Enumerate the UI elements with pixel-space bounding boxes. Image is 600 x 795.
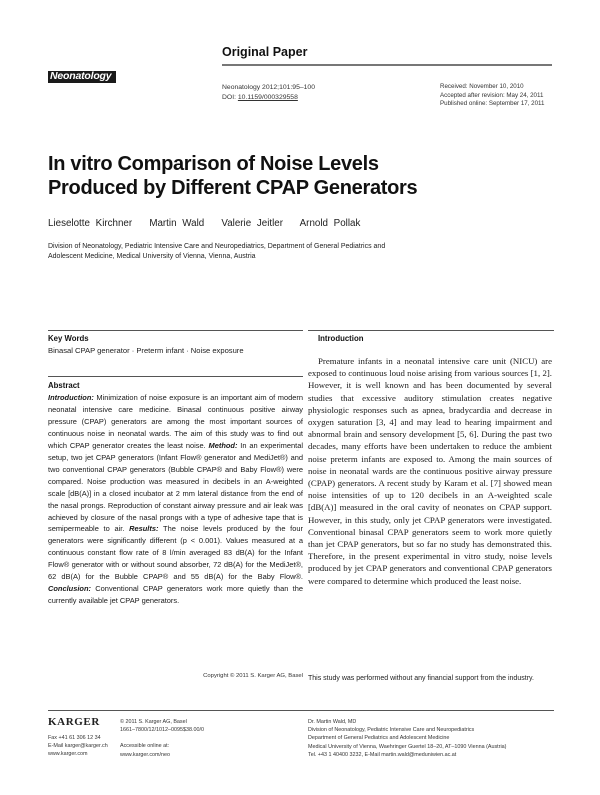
- abstract-copyright: Copyright © 2011 S. Karger AG, Basel: [203, 673, 303, 679]
- publisher-logo: KARGER: [48, 716, 100, 728]
- citation-line: Neonatology 2012;101:95–100: [222, 84, 315, 91]
- author-list: [48, 218, 360, 229]
- introduction-rule: [308, 330, 554, 331]
- abstract-heading: Abstract: [48, 381, 80, 390]
- published-date: Published online: September 17, 2011: [440, 100, 545, 107]
- keywords-rule: [48, 330, 303, 331]
- abstract-intro-label: Introduction:: [48, 393, 94, 402]
- received-date: Received: November 10, 2010: [440, 83, 524, 90]
- support-note: This study was performed without any financial support from the industry.: [308, 675, 534, 682]
- contact-phone: Tel. +43 1 40400 3232, E-Mail martin.wald@meduniwien.ac.at: [308, 751, 457, 758]
- doi-link[interactable]: 10.1159/000329558: [237, 93, 298, 101]
- accessible-label: Accessible online at:: [120, 743, 170, 750]
- publisher-web[interactable]: www.karger.com: [48, 751, 88, 758]
- abstract-body: [48, 392, 303, 607]
- affiliation: [48, 242, 448, 262]
- title-line-2: Produced by Different CPAP Generators: [48, 177, 418, 199]
- author-name: Martin Wald: [149, 218, 205, 229]
- author-name: Valerie Jeitler: [221, 218, 284, 229]
- abstract-results-label: Results:: [129, 524, 159, 534]
- publication-info: [120, 718, 204, 759]
- citation-block: [222, 83, 315, 102]
- title-line-1: In vitro Comparison of Noise Levels: [48, 153, 379, 175]
- footer-copyright: © 2011 S. Karger AG, Basel: [120, 719, 187, 725]
- author-name: Lieselotte Kirchner: [48, 218, 133, 229]
- doi-line: [222, 93, 315, 103]
- publisher-fax: Fax +41 61 306 12 34: [48, 735, 101, 741]
- publisher-contact: [48, 734, 108, 759]
- contact-address: Medical University of Vienna, Waehringer Guertel 18–20, AT–1090 Vienna (Austria): [308, 743, 507, 750]
- paper-type: Original Paper: [222, 45, 308, 59]
- abstract-method-label: Method:: [208, 440, 238, 450]
- contact-name: Dr. Martin Wald, MD: [308, 719, 357, 725]
- dates-block: [440, 83, 544, 109]
- header-rule: [222, 64, 552, 66]
- publisher-email[interactable]: E-Mail karger@karger.ch: [48, 743, 108, 750]
- accepted-date: Accepted after revision: May 24, 2011: [440, 91, 544, 99]
- doi-prefix: DOI:: [222, 93, 238, 101]
- author-name: Arnold Pollak: [299, 218, 361, 229]
- abstract-intro-text: Minimization of noise exposure is an important aim of modern neonatal intensive care medicine. Binasal continuous positive airway pressure (CPAP) generators are among the most important sources of continuous noise in neonatal wards. The aim of this study was to find out which CPAP generator creates the least noise.: [48, 393, 303, 450]
- contact-division: Division of Neonatology, Pediatric Intensive Care and Neuropediatrics: [308, 727, 475, 734]
- introduction-heading: Introduction: [318, 334, 364, 343]
- footer-rule: [48, 710, 554, 711]
- abstract-conclusion-label: Conclusion:: [48, 584, 91, 594]
- keywords-text: Binasal CPAP generator · Preterm infant · Noise exposure: [48, 346, 244, 355]
- correspondence-info: [308, 718, 506, 759]
- journal-name: Neonatology: [50, 70, 112, 82]
- footer-spacer: [120, 734, 204, 742]
- abstract-results-text: The noise levels produced by the four generators were significantly different (p < 0.001). Values measured at a continuous constant flow rate of 8 l/min averaged 83 dB(A) for the Infant Flow® generator with or without sound absorber, 72 dB(A) for the MediJet®, 62 dB(A) for the Bubble CPAP® and 55 dB(A) for the Baby Flow®.: [48, 524, 303, 582]
- keywords-heading: Key Words: [48, 334, 89, 343]
- affiliation-line-2: Adolescent Medicine, Medical University of Vienna, Vienna, Austria: [48, 253, 256, 260]
- contact-department: Department of General Pediatrics and Adolescent Medicine: [308, 735, 450, 742]
- abstract-conclusion-text: Conventional CPAP generators work more quietly than the currently available jet CPAP generators.: [48, 584, 303, 606]
- abstract-method-text: In an experimental setup, two jet CPAP generators (Infant Flow® generator and MediJet®) and two conventional CPAP generators (Bubble CPAP® and Baby Flow®) were compared. Noise production was measured in decibels in an A-weighted scale [dB(A)] in a closed incubator at 2 mm lateral distance from the end of the nasal prongs. Reproduction of constant airway pressure and air leak was achieved by closure of the nasal prongs with a type of adhesive tape that is semipermeable to air.: [48, 440, 303, 534]
- abstract-rule: [48, 376, 303, 377]
- introduction-body: Premature infants in a neonatal intensive care unit (NICU) are exposed to continuous loud noise arising from various sources [1, 2]. However, it is well known and has been documented by several studies that excessive auditory stimulation creates negative physiologic responses such as apnea, bradycardia and decrease in oxygen saturation [3, 4] and may lead to hearing impairment and abnormal brain and sensory development [5, 6]. During the past two decades, many efforts have been undertaken to reduce the ambient noise preterm infants are exposed to. Among the main sources of noise in neonatal wards are the continuous positive airway pressure (CPAP) generators. A recent study by Karam et al. [7] showed mean noise intensities of up to 120 decibels in an A-weighted scale [dB(A)] measured in the oral cavity of neonates on CPAP support. However, in this study, only jet CPAP generators were investigated. Conventional binasal CPAP generators seem to work more quietly than jet CPAP generators, but so far no study has demonstrated this. Therefore, in the present experimental in vitro study, noise levels produced by jet CPAP generators and conventional CPAP generators were compared to determine which produced the least noise.: [308, 356, 552, 586]
- affiliation-line-1: Division of Neonatology, Pediatric Intensive Care and Neuropediatrics, Department of General Pediatrics and: [48, 243, 386, 250]
- accessible-url[interactable]: www.karger.com/neo: [120, 751, 171, 758]
- article-title: [48, 152, 508, 200]
- footer-issn: 1661–7800/12/1012–0095$38.00/0: [120, 727, 204, 734]
